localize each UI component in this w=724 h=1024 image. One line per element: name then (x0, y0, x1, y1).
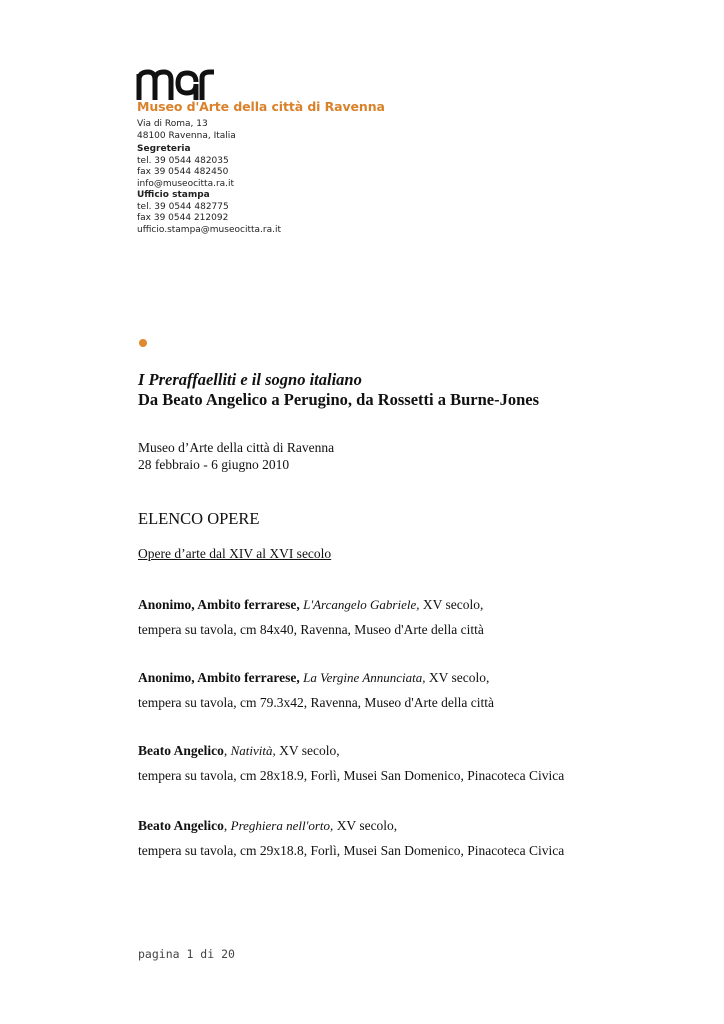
ufficio-stampa-heading: Ufficio stampa (137, 190, 210, 200)
work-details: tempera su tavola, cm 79.3x42, Ravenna, Museo d'Arte della città (138, 695, 494, 710)
work-title: La Vergine Annunciata, (303, 670, 426, 685)
work-title: Natività, (230, 743, 276, 758)
work-artist: Anonimo, Ambito ferrarese, (138, 670, 300, 685)
work-period: XV secolo, (428, 670, 490, 685)
section-heading: ELENCO OPERE (138, 509, 260, 528)
exhibition-title: I Preraffaelliti e il sogno italiano (138, 370, 362, 389)
work-artist: Anonimo, Ambito ferrarese, (138, 597, 300, 612)
subheading: Opere d’arte dal XIV al XVI secolo (138, 546, 332, 561)
work-period: XV secolo, (336, 818, 398, 833)
work-artist: Beato Angelico (138, 818, 224, 833)
work-artist: Beato Angelico (138, 743, 224, 758)
address-line: Via di Roma, 13 (137, 119, 208, 129)
segreteria-block (137, 144, 234, 190)
ufficio-stampa-block (137, 190, 281, 236)
segreteria-phone: tel. 39 0544 482035 (137, 155, 229, 166)
segreteria-email[interactable]: info@museocitta.ra.it (137, 178, 235, 189)
page-number: pagina 1 di 20 (138, 947, 235, 961)
exhibition-subtitle: Da Beato Angelico a Perugino, da Rossetti a Burne-Jones (138, 390, 540, 409)
work-title: L'Arcangelo Gabriele, (303, 597, 420, 612)
work-entry-line (138, 743, 340, 759)
work-period: XV secolo, (279, 743, 340, 758)
work-details: tempera su tavola, cm 29x18.8, Forlì, Musei San Domenico, Pinacoteca Civica (138, 843, 565, 858)
work-entry-line (138, 597, 483, 613)
bullet-dot (139, 339, 147, 347)
segreteria-fax: fax 39 0544 482450 (137, 167, 229, 177)
work-entry-line (138, 818, 397, 834)
address-line: 48100 Ravenna, Italia (137, 130, 236, 141)
work-details: tempera su tavola, cm 28x18.9, Forlì, Musei San Domenico, Pinacoteca Civica (138, 768, 565, 783)
work-separator: , (223, 818, 228, 833)
work-entry-line (138, 670, 489, 686)
ufficio-stampa-phone: tel. 39 0544 482775 (137, 201, 229, 212)
work-details: tempera su tavola, cm 84x40, Ravenna, Museo d'Arte della città (138, 622, 484, 637)
ufficio-stampa-fax: fax 39 0544 212092 (137, 213, 229, 223)
exhibition-dates: 28 febbraio - 6 giugno 2010 (138, 457, 290, 472)
museum-logo (136, 68, 216, 100)
work-title: Preghiera nell'orto, (230, 818, 334, 833)
work-separator: , (223, 743, 228, 758)
ufficio-stampa-email[interactable]: ufficio.stampa@museocitta.ra.it (137, 224, 281, 235)
address-block (137, 119, 236, 142)
exhibition-venue: Museo d’Arte della città di Ravenna (138, 440, 335, 455)
work-period: XV secolo, (422, 597, 484, 612)
segreteria-heading: Segreteria (137, 144, 191, 154)
museum-name: Museo d'Arte della città di Ravenna (137, 99, 385, 114)
